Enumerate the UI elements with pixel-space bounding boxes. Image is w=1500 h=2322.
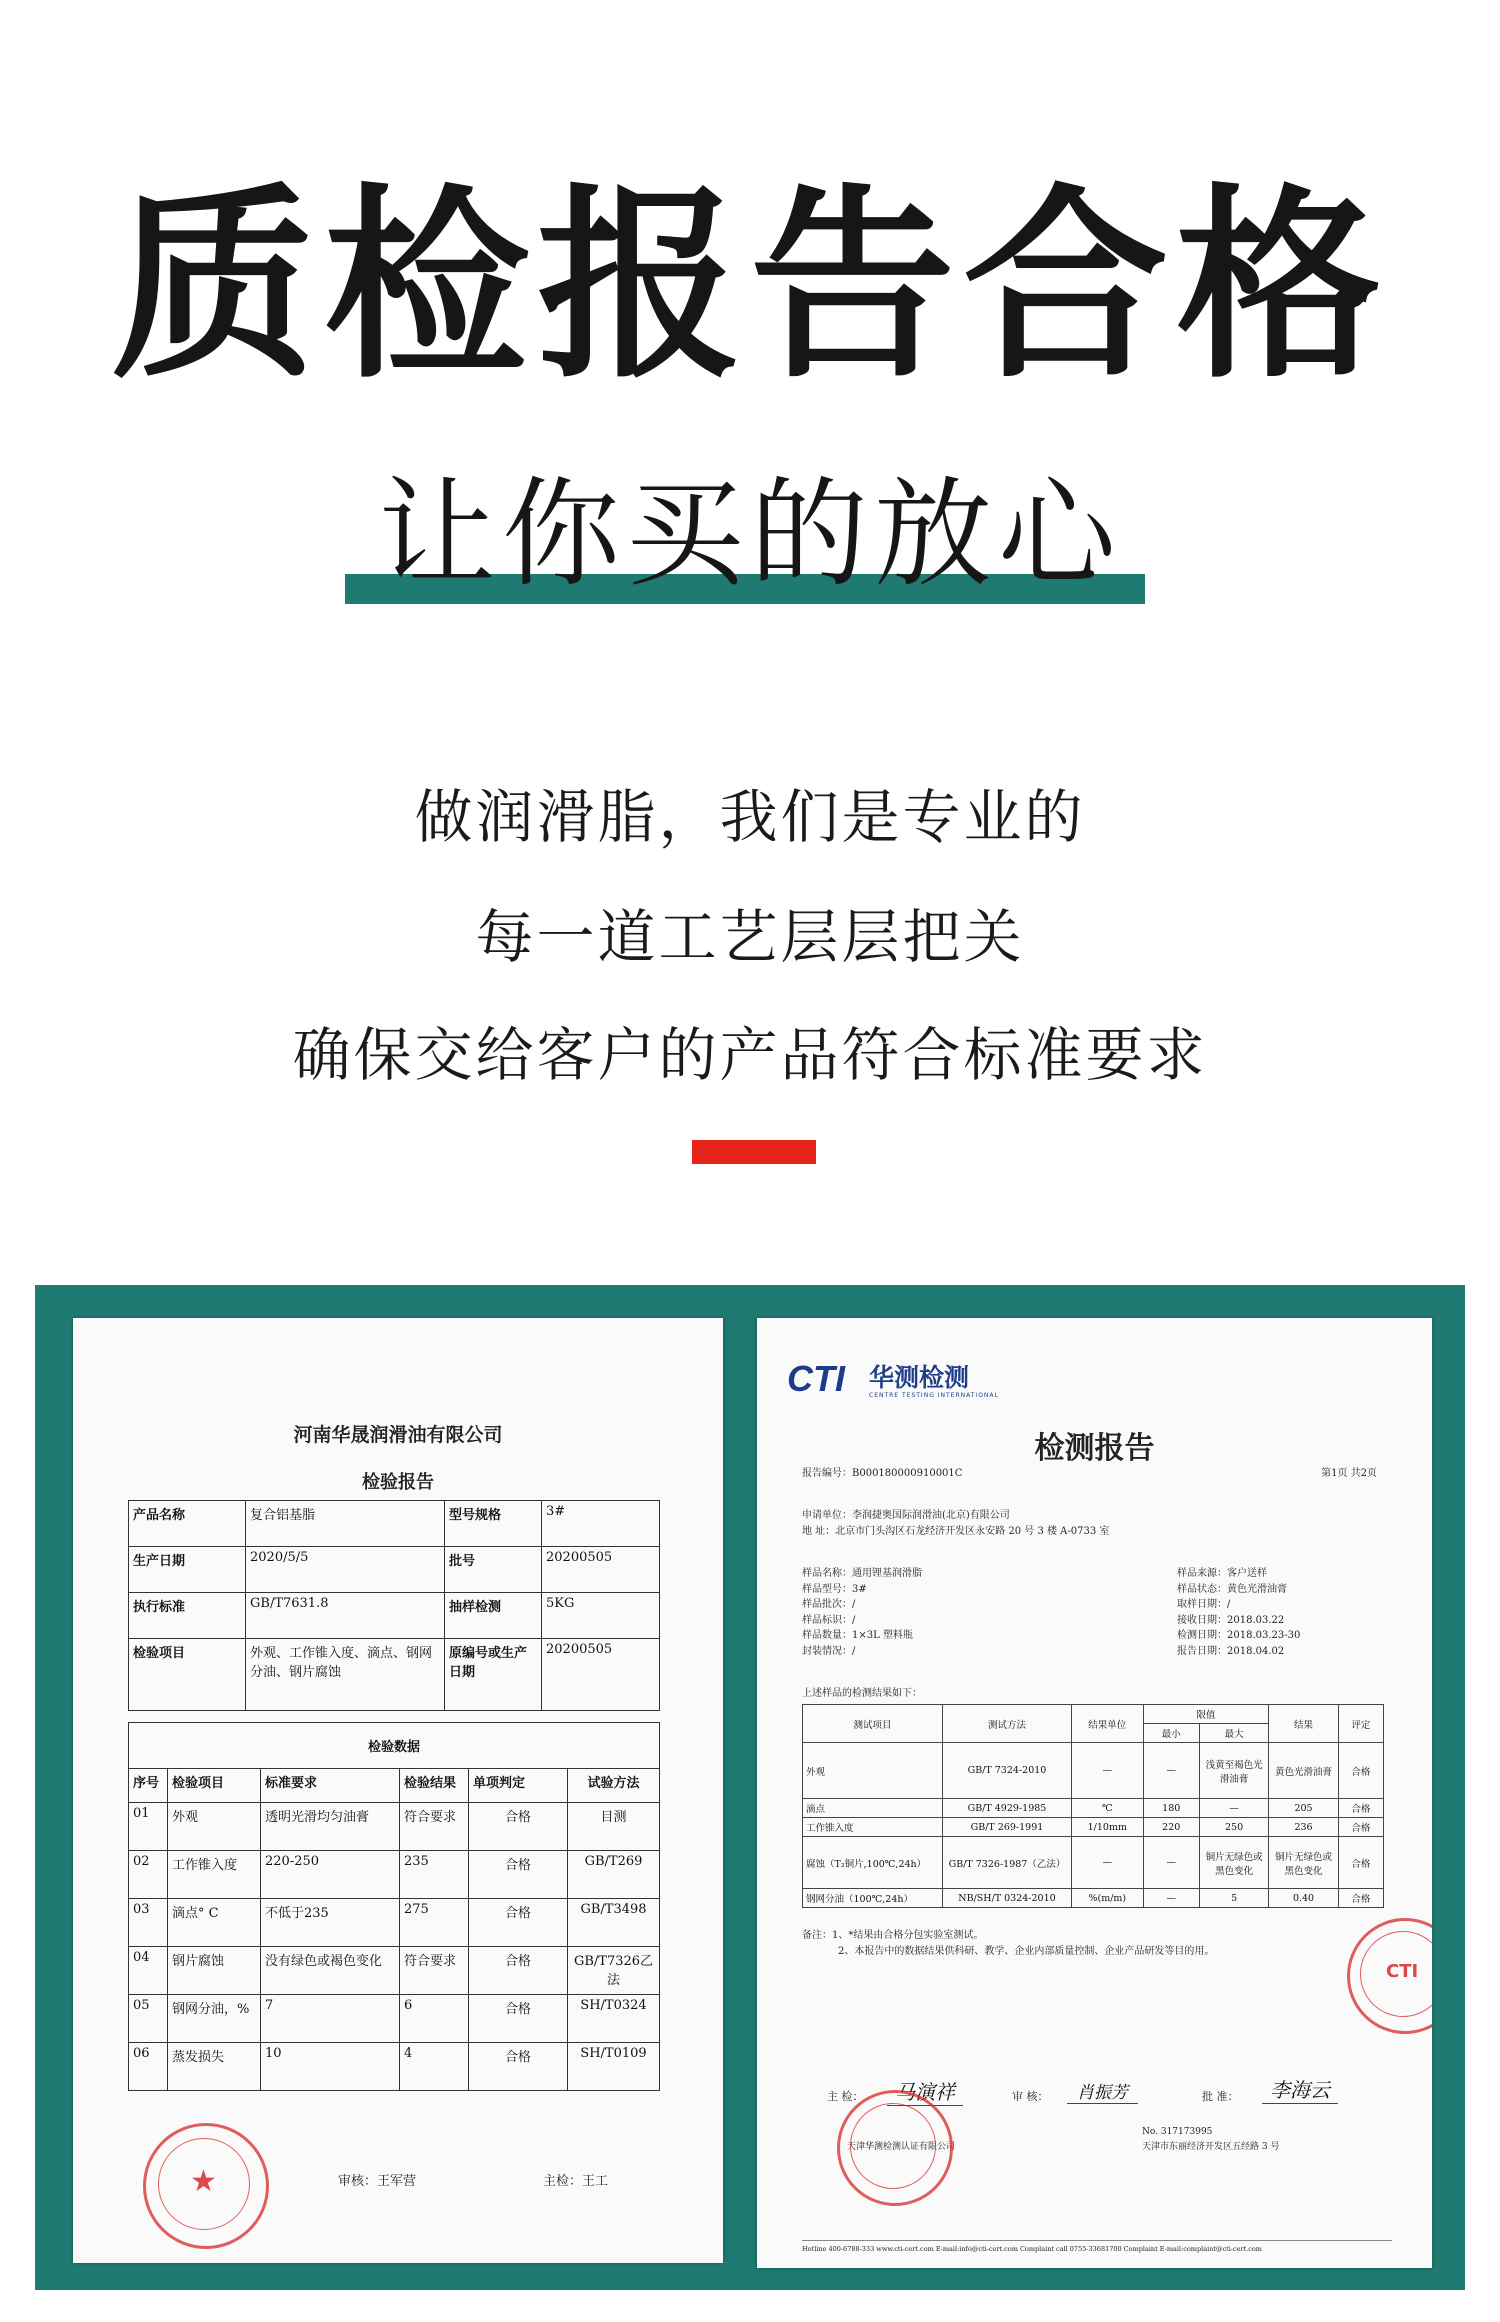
- cti-seal: [1347, 1918, 1432, 2034]
- cell: 没有绿色或褐色变化: [261, 1947, 400, 1995]
- cell: GB/T269: [568, 1851, 660, 1899]
- subtitle: 让你买的放心: [377, 465, 1122, 603]
- column-header: 试验方法: [568, 1769, 660, 1803]
- cell: 合格: [469, 2043, 568, 2091]
- info-line: 样品型号：3#: [802, 1583, 867, 1595]
- column-header: 测试项目: [803, 1705, 943, 1743]
- info-value: 3#: [542, 1501, 660, 1547]
- report1-data-table: [128, 1722, 660, 2091]
- org-address: 天津市东丽经济开发区五经路 3 号: [1142, 2142, 1280, 2152]
- cell: 透明光滑均匀油膏: [261, 1803, 400, 1851]
- cell: —: [1143, 1837, 1199, 1889]
- sign-label-reviewer: 审 核：: [1012, 2090, 1049, 2103]
- cell: 6: [400, 1995, 469, 2043]
- data-table-title: 检验数据: [129, 1723, 660, 1769]
- cell: 03: [129, 1899, 168, 1947]
- cell: 10: [261, 2043, 400, 2091]
- info-value: 20200505: [542, 1547, 660, 1593]
- cell: 合格: [469, 1995, 568, 2043]
- column-header: 检验项目: [168, 1769, 261, 1803]
- info-line: 样品来源：客户送样: [1177, 1568, 1267, 1579]
- cell: 钢片腐蚀: [168, 1947, 261, 1995]
- cell: 符合要求: [400, 1803, 469, 1851]
- report-frame: [35, 1285, 1465, 2290]
- cell: 黄色光滑油膏: [1269, 1743, 1338, 1799]
- applicant: 申请单位：李润捷奥国际润滑油(北京)有限公司: [802, 1510, 1010, 1521]
- report1-inspector: 主检：王工: [543, 2174, 609, 2189]
- cell: 浅黄至褐色光滑油膏: [1199, 1743, 1268, 1799]
- column-header: 单项判定: [469, 1769, 568, 1803]
- company-seal: [143, 2123, 269, 2249]
- sample-info-right: [1177, 1566, 1300, 1659]
- cell: 腐蚀（T₂铜片,100℃,24h）: [803, 1837, 943, 1889]
- cell: —: [1143, 1889, 1199, 1908]
- cert-number: No. 317173995: [1142, 2127, 1213, 2137]
- cell: 外观: [168, 1803, 261, 1851]
- description-line-2: 每一道工艺层层把关: [475, 903, 1025, 971]
- report1-info-table: [128, 1500, 660, 1711]
- cell: 4: [400, 2043, 469, 2091]
- report-number: 报告编号：B000180000910001C: [802, 1468, 963, 1479]
- info-line: 样品标识：/: [802, 1614, 856, 1626]
- cell: 铜片无绿色或黑色变化: [1269, 1837, 1338, 1889]
- signature-reviewer: 肖振芳: [1067, 2078, 1138, 2104]
- cell: 合格: [469, 1899, 568, 1947]
- column-header: 限值: [1143, 1705, 1269, 1724]
- note-line: 备注：1、*结果由合格分包实验室测试。: [802, 1930, 984, 1941]
- cell: GB/T7326乙法: [568, 1947, 660, 1995]
- description-line-3: 确保交给客户的产品符合标准要求: [292, 1021, 1208, 1089]
- cell: 02: [129, 1851, 168, 1899]
- column-header: 检验结果: [400, 1769, 469, 1803]
- info-label: 原编号或生产日期: [445, 1639, 542, 1711]
- cell: 符合要求: [400, 1947, 469, 1995]
- info-line: 样品数量：1×3L 塑料瓶: [802, 1630, 913, 1641]
- cell: GB/T 7324-2010: [943, 1743, 1072, 1799]
- table-row: [129, 1803, 660, 1851]
- cell: 外观: [803, 1743, 943, 1799]
- cell: 工作锥入度: [168, 1851, 261, 1899]
- column-header: 评定: [1338, 1705, 1383, 1743]
- cell: 蒸发损失: [168, 2043, 261, 2091]
- column-header: 最小: [1143, 1724, 1199, 1743]
- page-info: 第1页 共2页: [1321, 1468, 1377, 1479]
- info-value: 20200505: [542, 1639, 660, 1711]
- cell: 236: [1269, 1818, 1338, 1837]
- cell: NB/SH/T 0324-2010: [943, 1889, 1072, 1908]
- info-line: 封装情况：/: [802, 1645, 856, 1657]
- cell: 铜片无绿色或黑色变化: [1199, 1837, 1268, 1889]
- column-header: 测试方法: [943, 1705, 1072, 1743]
- star-icon: ★: [190, 2164, 217, 2199]
- info-line: 样品状态：黄色光滑油膏: [1177, 1583, 1287, 1595]
- cell: 5: [1199, 1889, 1268, 1908]
- cell: 合格: [469, 1803, 568, 1851]
- cell: 合格: [469, 1851, 568, 1899]
- cell: 205: [1269, 1799, 1338, 1818]
- sign-label-inspector: 主 检：: [827, 2090, 864, 2103]
- report2-title: 检测报告: [1034, 1431, 1155, 1466]
- info-line: 取样日期：/: [1177, 1599, 1231, 1610]
- cell: —: [1143, 1743, 1199, 1799]
- divider-red: [692, 1140, 816, 1164]
- cell: SH/T0109: [568, 2043, 660, 2091]
- cell: GB/T 4929-1985: [943, 1799, 1072, 1818]
- org-name: 天津华测检测认证有限公司: [847, 2142, 956, 2152]
- cell: 04: [129, 1947, 168, 1995]
- cell: 合格: [1338, 1743, 1383, 1799]
- cti-seal-mark: CTI: [1386, 1961, 1419, 1982]
- subtitle-block: [0, 465, 1500, 610]
- cell: SH/T0324: [568, 1995, 660, 2043]
- info-label: 型号规格: [445, 1501, 542, 1547]
- cell: 目测: [568, 1803, 660, 1851]
- info-label: 产品名称: [129, 1501, 246, 1547]
- info-line: 样品名称：通用锂基润滑脂: [802, 1568, 922, 1579]
- table-row: [129, 1995, 660, 2043]
- cell: 合格: [1338, 1799, 1383, 1818]
- cell: —: [1071, 1743, 1143, 1799]
- cell: 01: [129, 1803, 168, 1851]
- inspection-report-1: [73, 1318, 723, 2263]
- signature-approver: 李海云: [1262, 2074, 1338, 2104]
- testing-seal: [837, 2090, 956, 2206]
- signature-inspector: 马演祥: [887, 2076, 963, 2106]
- info-line: 检测日期：2018.03.23-30: [1177, 1630, 1301, 1641]
- cell: —: [1199, 1799, 1268, 1818]
- info-line: 样品批次：/: [802, 1599, 856, 1610]
- column-header: 结果: [1269, 1705, 1338, 1743]
- address: 地 址：北京市门头沟区石龙经济开发区永安路 20 号 3 楼 A-0733 室: [802, 1526, 1110, 1537]
- cell: 235: [400, 1851, 469, 1899]
- cell: 滴点: [803, 1799, 943, 1818]
- cell: GB/T3498: [568, 1899, 660, 1947]
- cell: ℃: [1071, 1799, 1143, 1818]
- cell: 合格: [1338, 1889, 1383, 1908]
- results-intro: 上述样品的检测结果如下：: [802, 1688, 922, 1699]
- cell: 工作锥入度: [803, 1818, 943, 1837]
- cell: 275: [400, 1899, 469, 1947]
- description-line-1: 做润滑脂，我们是专业的: [414, 783, 1086, 851]
- info-value: GB/T7631.8: [246, 1593, 445, 1639]
- info-value: 外观、工作锥入度、滴点、钢网分油、钢片腐蚀: [246, 1639, 445, 1711]
- info-line: 接收日期：2018.03.22: [1177, 1614, 1285, 1626]
- table-row: [129, 1947, 660, 1995]
- cell: 250: [1199, 1818, 1268, 1837]
- cti-logo-en: CENTRE TESTING INTERNATIONAL: [869, 1392, 999, 1399]
- note-line: 2、本报告中的数据结果供科研、教学、企业内部质量控制、企业产品研发等目的用。: [838, 1945, 1215, 1957]
- info-value: 复合铝基脂: [246, 1501, 445, 1547]
- cell: 7: [261, 1995, 400, 2043]
- column-header: 序号: [129, 1769, 168, 1803]
- sample-info-left: [802, 1566, 922, 1659]
- cell: 钢网分油，%: [168, 1995, 261, 2043]
- cell: 钢网分油（100℃,24h）: [803, 1889, 943, 1908]
- info-value: 2020/5/5: [246, 1547, 445, 1593]
- report1-reviewer: 审核：王军营: [338, 2174, 417, 2189]
- cell: GB/T 7326-1987（乙法）: [943, 1837, 1072, 1889]
- column-header: 标准要求: [261, 1769, 400, 1803]
- report1-title: 检验报告: [362, 1472, 434, 1493]
- column-header: 结果单位: [1071, 1705, 1143, 1743]
- info-label: 抽样检测: [445, 1593, 542, 1639]
- report2-results-table: [802, 1704, 1384, 1908]
- sign-label-approver: 批 准：: [1202, 2090, 1239, 2103]
- cell: —: [1071, 1837, 1143, 1889]
- cell: 合格: [1338, 1837, 1383, 1889]
- cti-logo: CTI: [787, 1358, 845, 1399]
- table-row: [803, 1743, 1384, 1799]
- inspection-report-2: [757, 1318, 1432, 2268]
- report2-footer: Hotline 400-6788-333 www.cti-cert.com E-mail:info@cti-cert.com Complaint call 0755-33681700 Complaint E-mail:complaint@cti-cert.com: [802, 2240, 1392, 2254]
- cell: 不低于235: [261, 1899, 400, 1947]
- report1-company: 河南华晟润滑油有限公司: [293, 1424, 503, 1446]
- cell: %(m/m): [1071, 1889, 1143, 1908]
- report2-notes: [802, 1928, 1214, 1959]
- cell: 1/10mm: [1071, 1818, 1143, 1837]
- column-header: 最大: [1199, 1724, 1268, 1743]
- page-title: 质检报告合格: [111, 168, 1389, 406]
- info-label: 批号: [445, 1547, 542, 1593]
- cell: 0.40: [1269, 1889, 1338, 1908]
- table-row: [803, 1818, 1384, 1837]
- info-label: 执行标准: [129, 1593, 246, 1639]
- cell: 合格: [1338, 1818, 1383, 1837]
- info-line: 报告日期：2018.04.02: [1177, 1645, 1285, 1657]
- cell: 合格: [469, 1947, 568, 1995]
- cell: 220: [1143, 1818, 1199, 1837]
- cell: 06: [129, 2043, 168, 2091]
- cell: 05: [129, 1995, 168, 2043]
- table-row: [129, 2043, 660, 2091]
- info-label: 生产日期: [129, 1547, 246, 1593]
- cell: 180: [1143, 1799, 1199, 1818]
- table-row: [803, 1799, 1384, 1818]
- cell: 滴点° C: [168, 1899, 261, 1947]
- info-value: 5KG: [542, 1593, 660, 1639]
- cell: 220-250: [261, 1851, 400, 1899]
- table-row: [803, 1889, 1384, 1908]
- cell: GB/T 269-1991: [943, 1818, 1072, 1837]
- table-row: [129, 1851, 660, 1899]
- table-row: [129, 1899, 660, 1947]
- info-label: 检验项目: [129, 1639, 246, 1711]
- cti-logo-cn: 华测检测: [869, 1363, 970, 1392]
- table-row: [803, 1837, 1384, 1889]
